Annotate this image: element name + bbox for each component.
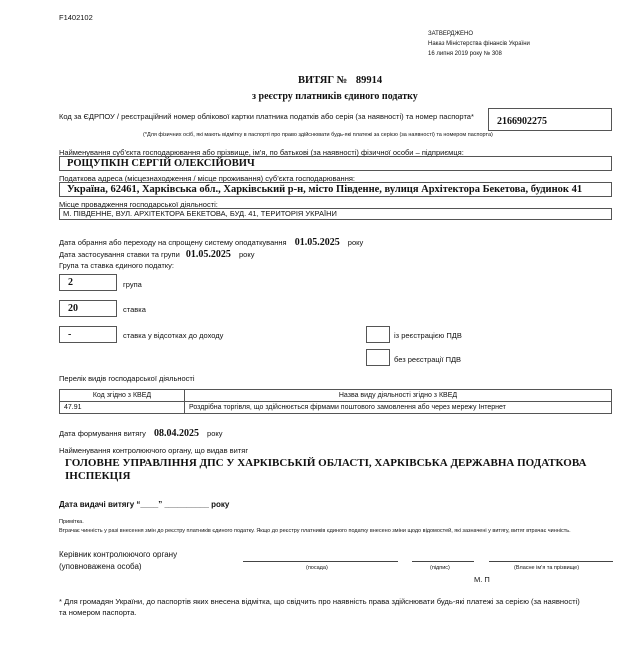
rate-date-value: 01.05.2025 — [185, 249, 231, 260]
activities-heading: Перелік видів господарської діяльності — [59, 374, 195, 383]
name-label: Найменування суб’єкта господарювання або прізвище, ім’я, по батькові (за наявності) фізичної особи – підприємця: — [59, 148, 464, 157]
extract-number: 89914 — [355, 75, 383, 86]
issue-date-label: Дата видачі витягу “____” __________ року — [59, 500, 230, 509]
col-name-header: Назва виду діяльності згідно з КВЕД — [185, 390, 612, 402]
authority-value-line2: ІНСПЕКЦІЯ — [65, 470, 131, 482]
authority-value-line1: ГОЛОВНЕ УПРАВЛІННЯ ДПС У ХАРКІВСЬКІЙ ОБЛАСТІ, ХАРКІВСЬКА ДЕРЖАВНА ПОДАТКОВА — [65, 457, 587, 469]
group-value: 2 — [59, 274, 117, 291]
name-line — [489, 561, 613, 562]
formation-label: Дата формування витягу — [59, 429, 146, 438]
name-value: РОЩУПКІН СЕРГІЙ ОЛЕКСІЙОВИЧ — [59, 156, 612, 171]
vat-without-checkbox — [366, 349, 390, 366]
authority-label: Найменування контролюючого органу, що видав витяг — [59, 446, 249, 455]
formation-value: 08.04.2025 — [153, 428, 199, 439]
note-text: Втрачає чинність у разі внесення змін до реєстру платників єдиного податку. Якщо до реєстру платників єдиного податку внесено зміни щодо відомостей, які зазначені у витягу, витяг втрачає чинність. — [59, 528, 571, 534]
table-row — [60, 402, 612, 414]
activity-place-value: М. ПІВДЕННЕ, ВУЛ. АРХІТЕКТОРА БЕКЕТОВА, БУД. 41, ТЕРИТОРІЯ УКРАЇНИ — [59, 208, 612, 220]
taxpayer-code-value: 2166902275 — [488, 108, 612, 131]
table-header-row — [60, 390, 612, 402]
name-caption: (Власне ім’я та прізвище) — [514, 565, 580, 571]
activity-place-label: Місце провадження господарської діяльності: — [59, 200, 218, 209]
sign-line — [412, 561, 474, 562]
vat-with-label: із реєстрацією ПДВ — [394, 331, 462, 340]
position-caption: (посада) — [306, 565, 328, 571]
transition-date-value: 01.05.2025 — [294, 237, 340, 248]
approval-line1: ЗАТВЕРДЖЕНО — [428, 31, 474, 37]
formation-row — [59, 428, 223, 439]
rate-label: ставка — [123, 305, 146, 314]
transition-year-word: року — [347, 238, 364, 247]
document-title — [298, 75, 382, 86]
rate-date-row — [59, 249, 254, 260]
note-title: Примітка. — [59, 519, 84, 525]
activities-table — [59, 389, 612, 414]
stamp-label: М. П — [474, 575, 490, 584]
head-line1: Керівник контролюючого органу — [59, 550, 178, 559]
rate-value: 20 — [59, 300, 117, 317]
taxpayer-code-label: Код за ЄДРПОУ / реєстраційний номер облікової картки платника податків або серія (за наявності) та номер паспорта* — [59, 112, 474, 121]
group-label: група — [123, 280, 142, 289]
vat-with-checkbox — [366, 326, 390, 343]
formation-year-word: року — [207, 429, 223, 438]
footnote-line2: та номером паспорта. — [59, 608, 137, 617]
approval-line3: 16 липня 2019 року № 308 — [428, 51, 502, 57]
taxpayer-code-note: (*Для фізичних осіб, які мають відмітку в паспорті про право здійснювати будь-які платежі за серією (за наявності) та номером паспорта) — [143, 132, 493, 138]
document-subtitle: з реєстру платників єдиного податку — [252, 91, 418, 102]
group-rate-heading: Група та ставка єдиного податку: — [59, 261, 174, 270]
tax-address-value: Україна, 62461, Харківська обл., Харківський р-н, місто Південне, вулиця Архітектора Бекетова, будинок 41 — [59, 182, 612, 197]
sign-caption: (підпис) — [430, 565, 450, 571]
extract-label: ВИТЯГ № — [298, 75, 348, 86]
percent-label: ставка у відсотках до доходу — [123, 331, 224, 340]
transition-date-label: Дата обрання або переходу на спрощену систему оподаткування — [59, 238, 287, 247]
position-line — [243, 561, 398, 562]
head-line2: (уповноважена особа) — [59, 562, 142, 571]
rate-year-word: року — [239, 250, 255, 259]
vat-without-label: без реєстрації ПДВ — [394, 355, 462, 364]
col-code-header: Код згідно з КВЕД — [60, 390, 185, 402]
tax-address-label: Податкова адреса (місцезнаходження / місце проживання) суб’єкта господарювання: — [59, 174, 355, 183]
activity-name: Роздрібна торгівля, що здійснюється фірмами поштового замовлення або через мережу Інтернет — [185, 402, 612, 414]
footnote-line1: * Для громадян України, до паспортів яких внесена відмітка, що свідчить про наявність права здійснювати будь-які платежі за серією (за наявності) — [59, 597, 580, 606]
activity-code: 47.91 — [60, 402, 185, 414]
transition-date-row — [59, 237, 363, 248]
form-code: F1402102 — [59, 13, 93, 22]
rate-date-label: Дата застосування ставки та групи — [59, 250, 180, 259]
percent-value: - — [59, 326, 117, 343]
approval-line2: Наказ Міністерства фінансів України — [428, 41, 530, 47]
